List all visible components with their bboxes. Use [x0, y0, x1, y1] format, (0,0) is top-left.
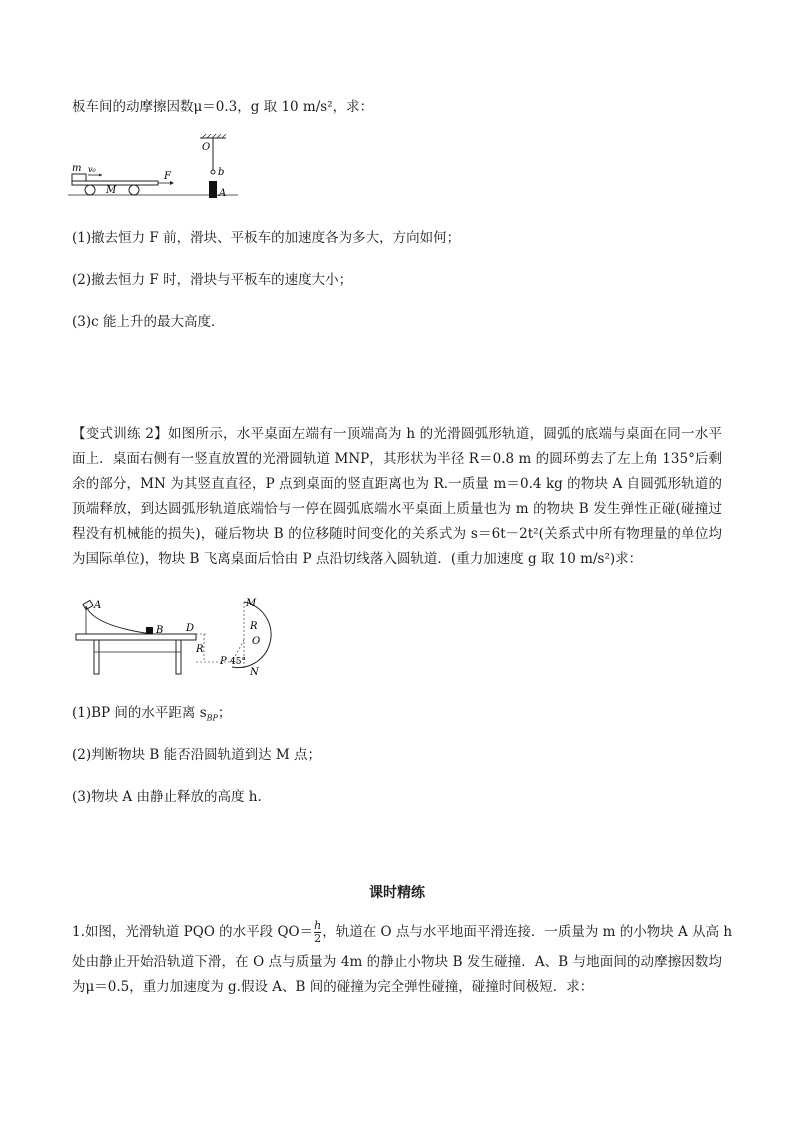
label-F: F [164, 171, 171, 182]
block-A [209, 181, 217, 198]
problem1-q3: (3)c 能上升的最大高度． [72, 314, 225, 330]
variant2-q1 [72, 703, 231, 729]
block-A-fig2 [83, 600, 93, 609]
label-M-fig2: M [246, 598, 257, 609]
figure-table-circle-track [72, 596, 312, 680]
practice1-rest: 处由静止开始沿轨道下滑，在 O 点与质量为 4m 的静止小物块 B 发生碰撞．A、B 与地面间的动摩擦因数均为μ＝0.5，重力加速度为 g.假设 A、B 间的碰撞为完全弹性碰撞，碰撞时间极短．求： [72, 954, 722, 995]
variant2-text: 如图所示，水平桌面左端有一顶端高为 h 的光滑圆弧形轨道，圆弧的底端与桌面在同一水平面上．桌面右侧有一竖直放置的光滑圆轨道 MNP，其形状为半径 R＝0.8 m 的圆环剪去了左上角 135°后剩余的部分，MN 为其竖直直径，P 点到桌面的竖直距离也为 R.一质量 m＝0.4 kg 的物块 A 自圆弧形轨道的顶端释放，到达圆弧形轨道底端恰与一停在圆弧底端水平桌面上质量也为 m 的物块 B 发生弹性正碰(碰撞过程没有机械能的损失)，碰后物块 B 的位移随时间变化的关系式为 s＝6t－2t²(关系式中所有物理量的单位均为国际单位)，物块 B 飞离桌面后恰由 P 点沿切线落入圆轨道．(重力加速度 g 取 10 m/s²)求： [72, 426, 722, 567]
label-R-right: R [250, 621, 258, 632]
label-N: N [250, 667, 259, 678]
variant2-q1-text: (1)BP 间的水平距离 s [72, 705, 207, 721]
practice1-line1 [72, 920, 732, 945]
variant2-q1-sub: BP [206, 713, 218, 723]
slider-block [72, 174, 86, 181]
label-A-fig2: A [94, 600, 102, 611]
label-M: M [106, 185, 117, 196]
variant2-paragraph [72, 422, 722, 572]
label-b: b [218, 167, 225, 178]
practice1-line1-b: ，轨道在 O 点与水平地面平滑连接．一质量为 m 的小物块 A 从高 h [322, 924, 733, 940]
label-D: D [186, 623, 195, 634]
label-B: B [156, 625, 164, 636]
variant2-q3: (3)物块 A 由静止释放的高度 h. [72, 789, 262, 805]
problem1-q1: (1)撤去恒力 F 前，滑块、平板车的加速度各为多大，方向如何； [72, 230, 461, 246]
section-title: 课时精练 [369, 885, 425, 901]
figure-cart-pendulum [68, 134, 248, 204]
practice1-line1-a: 1.如图，光滑轨道 PQO 的水平段 QO＝ [72, 924, 314, 940]
block-B [146, 627, 153, 634]
problem1-q2: (2)撤去恒力 F 时，滑块与平板车的速度大小； [72, 272, 353, 288]
variant2-tag: 【变式训练 2】 [72, 426, 168, 442]
label-O-fig2: O [252, 636, 261, 647]
label-P: P [220, 656, 227, 667]
label-angle: 45° [230, 657, 246, 667]
label-O: O [202, 142, 211, 153]
intro-line: 板车间的动摩擦因数μ＝0.3，g 取 10 m/s²，求： [72, 99, 374, 115]
frac-num: h [314, 919, 322, 932]
label-A: A [219, 188, 227, 199]
label-R-left: R [196, 644, 204, 655]
variant2-q1-end: ； [217, 705, 232, 721]
variant2-q2: (2)判断物块 B 能否沿圆轨道到达 M 点； [72, 747, 322, 763]
frac-den: 2 [314, 932, 322, 945]
label-m: m [72, 163, 82, 174]
fraction-h-over-2 [314, 920, 321, 945]
label-v0: v₀ [88, 165, 96, 174]
